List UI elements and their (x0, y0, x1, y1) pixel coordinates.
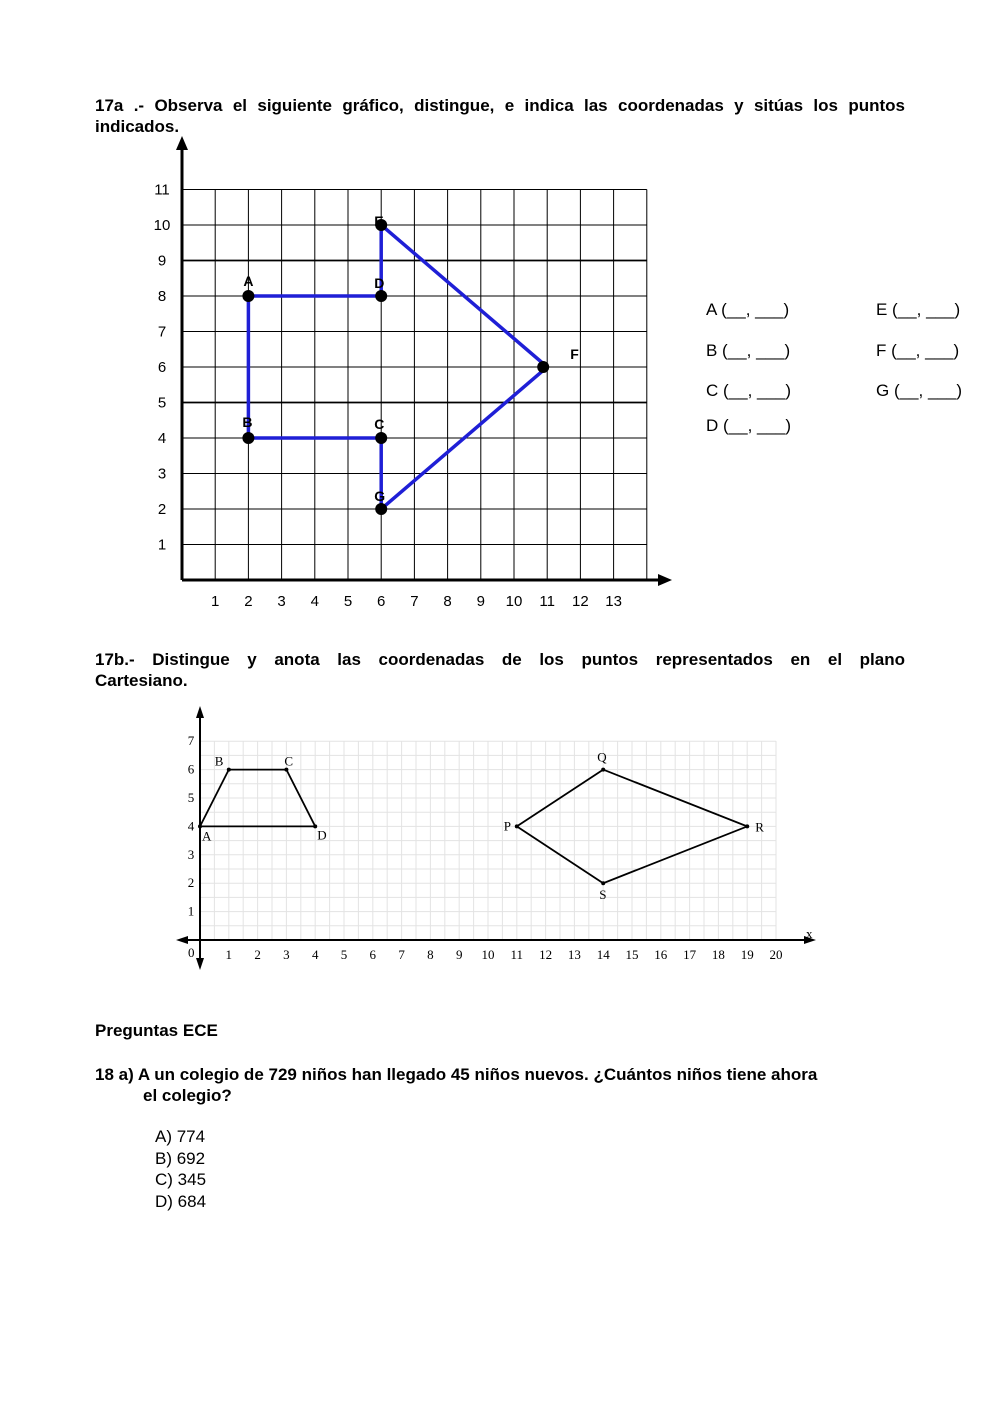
point-label-S: S (599, 887, 607, 903)
y-tick-label: 4 (187, 818, 195, 834)
answer-F[interactable]: F (__, ___) (876, 341, 960, 360)
point-D (375, 290, 387, 302)
point-label-D: D (317, 827, 327, 843)
point-C (375, 432, 387, 444)
x-tick-label: 1 (211, 593, 220, 610)
x-tick-label: 15 (625, 947, 639, 962)
answer-D[interactable]: D (__, ___) (706, 416, 792, 435)
x-tick-label: 18 (711, 947, 725, 962)
x-tick-label: 4 (311, 947, 319, 962)
point-label-R: R (755, 819, 764, 835)
option-a[interactable]: A) 774 (155, 1127, 206, 1146)
y-tick-label: 1 (187, 903, 195, 919)
x-tick-label: 1 (225, 947, 233, 962)
answer-E[interactable]: E (__, ___) (876, 300, 961, 319)
x-tick-label: 3 (277, 593, 286, 610)
y-tick-label: 1 (157, 536, 167, 554)
answer-C[interactable]: C (__, ___) (706, 381, 792, 400)
x-axis-arrow-left (176, 936, 188, 944)
point-R (745, 824, 749, 828)
point-label-B: B (214, 753, 224, 769)
question-17b-line2: Cartesiano. (95, 671, 188, 690)
answer-G[interactable]: G (__, ___) (876, 381, 962, 400)
question-18a-line1: 18 a) A un colegio de 729 niños han llegado 45 niños nuevos. ¿Cuántos niños tiene ahora (95, 1065, 818, 1084)
point-G (375, 503, 387, 515)
point-B (242, 432, 254, 444)
x-tick-label: 5 (340, 947, 348, 962)
x-tick-label: 10 (481, 947, 495, 962)
point-label-A: A (243, 273, 254, 289)
y-tick-label: 2 (187, 875, 195, 891)
point-label-D: D (374, 275, 385, 291)
x-tick-label: 6 (369, 947, 377, 962)
y-tick-label: 11 (154, 181, 170, 199)
x-tick-label: 10 (505, 593, 523, 610)
x-tick-label: 3 (283, 947, 290, 962)
point-B (227, 768, 231, 772)
x-tick-label: 6 (377, 593, 386, 610)
x-tick-label: 8 (427, 947, 434, 962)
x-tick-label: 12 (539, 947, 553, 962)
point-label-F: F (570, 346, 579, 362)
y-tick-label: 6 (157, 359, 167, 376)
answer-A[interactable]: A (__, ___) (706, 300, 790, 319)
x-tick-label: 8 (443, 593, 452, 610)
x-axis-arrow (658, 574, 672, 586)
y-tick-label: 4 (157, 430, 167, 447)
y-tick-label: 3 (187, 846, 195, 862)
x-tick-label: 16 (654, 947, 668, 962)
point-label-G: G (374, 488, 386, 504)
point-A (242, 290, 254, 302)
y-tick-label: 6 (187, 761, 195, 777)
x-tick-label: 4 (310, 593, 319, 610)
y-tick-label: 9 (157, 252, 167, 270)
y-tick-label: 7 (157, 323, 167, 341)
point-label-A: A (202, 828, 212, 844)
coordinate-chart-17b (0, 690, 1000, 980)
point-S (601, 881, 605, 885)
x-tick-label: 7 (410, 593, 419, 610)
origin-label: 0 (188, 945, 195, 960)
x-tick-label: 17 (683, 947, 697, 962)
point-Q (601, 768, 605, 772)
option-d[interactable]: D) 684 (155, 1191, 207, 1211)
x-tick-label: 2 (244, 593, 253, 610)
y-tick-label: 3 (157, 465, 167, 483)
point-label-B: B (242, 414, 253, 430)
y-tick-label: 8 (157, 288, 167, 305)
x-tick-label: 12 (572, 593, 589, 610)
point-label-Q: Q (597, 749, 607, 765)
y-tick-label: 5 (187, 790, 195, 805)
x-tick-label: 11 (510, 947, 524, 962)
point-label-C: C (374, 416, 385, 432)
point-label-E: E (374, 213, 384, 229)
point-label-P: P (503, 818, 512, 834)
x-tick-label: 20 (769, 947, 783, 962)
x-tick-label: 13 (567, 947, 581, 962)
x-tick-label: 7 (398, 947, 405, 962)
point-label-C: C (284, 753, 294, 769)
y-tick-label: 5 (157, 394, 167, 412)
option-b[interactable]: B) 692 (155, 1148, 206, 1168)
question-18a-line2: el colegio? (143, 1086, 232, 1105)
question-17a: 17a .- Observa el siguiente gráfico, distingue, e indica las coordenadas y sitúas los puntos indicados. (95, 96, 905, 136)
x-tick-label: 19 (740, 947, 754, 962)
x-axis-label: x (806, 926, 813, 941)
x-tick-label: 9 (455, 947, 463, 962)
x-tick-label: 9 (476, 593, 485, 610)
y-tick-label: 2 (157, 501, 167, 518)
x-tick-label: 13 (605, 593, 622, 610)
question-17b-line1: 17b.- Distingue y anota las coordenadas de los puntos representados en el plano (95, 650, 905, 669)
point-F (537, 361, 549, 373)
x-tick-label: 14 (596, 947, 610, 962)
y-axis-arrow-down (196, 958, 204, 970)
answer-B[interactable]: B (__, ___) (706, 341, 791, 360)
x-tick-label: 2 (254, 947, 261, 962)
y-tick-label: 10 (153, 217, 171, 234)
section-title-ece: Preguntas ECE (95, 1021, 218, 1040)
y-axis-arrow (196, 706, 204, 718)
point-P (515, 824, 519, 828)
y-tick-label: 7 (187, 733, 195, 749)
x-tick-label: 5 (343, 593, 353, 610)
y-axis-arrow (176, 136, 188, 150)
coordinate-chart-17a (0, 0, 1000, 640)
x-tick-label: 11 (539, 593, 555, 610)
option-c[interactable]: C) 345 (155, 1170, 207, 1189)
